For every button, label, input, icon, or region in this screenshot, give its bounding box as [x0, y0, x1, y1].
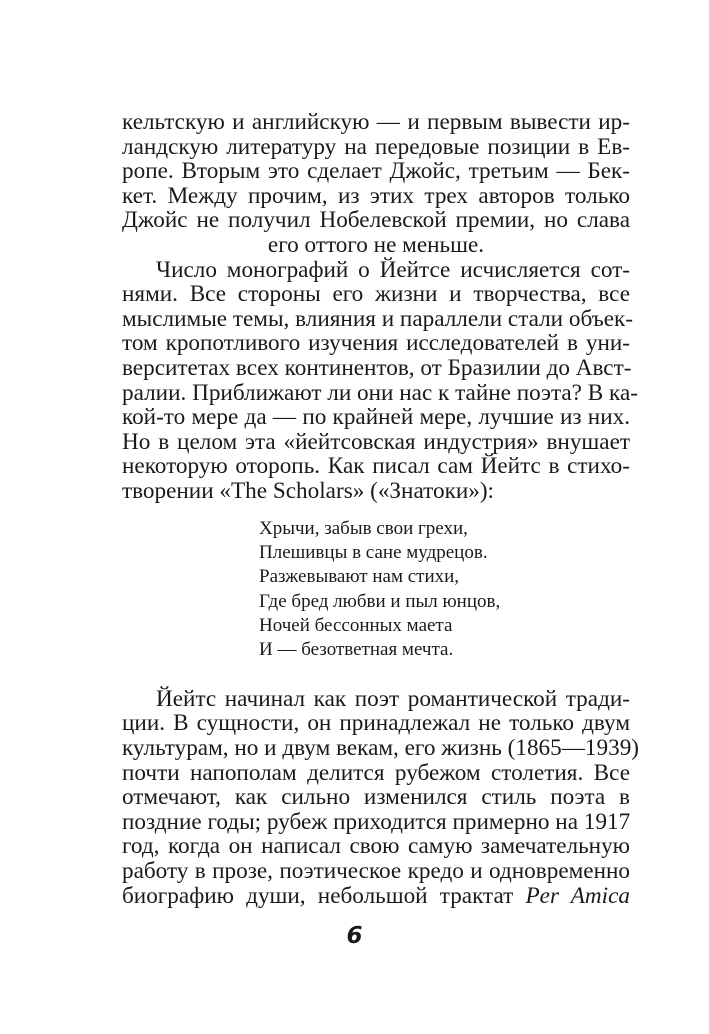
text-line: отмечают, как сильно изменился стиль поэта в: [122, 784, 630, 811]
page-number: 6: [346, 923, 363, 949]
text-segment: биографию души, небольшой трактат: [122, 882, 514, 909]
text-line: нями. Все стороны его жизни и творчества, все: [122, 281, 630, 308]
text-line: его оттого не меньше.: [267, 231, 485, 258]
text-line: работу в прозе, поэтическое кредо и одновременно: [122, 858, 630, 884]
text-line: Но в целом эта «йейтсовская индустрия» внушает: [122, 428, 630, 455]
page-body: [122, 109, 640, 909]
text-line: кельтскую и английскую — и первым вывести ир-: [122, 109, 630, 135]
verse-line: Ночей бессонных маета: [259, 615, 453, 637]
text-line: Йейтс начинал как поэт романтической тради-: [156, 685, 630, 712]
text-line: почти напополам делится рубежом столетия. Все: [122, 759, 630, 786]
verse-line: Где бред любви и пыл юнцов,: [259, 590, 501, 612]
italic-title: Per Amica: [525, 882, 630, 909]
text-line: кет. Между прочим, из этих трех авторов только: [122, 182, 630, 209]
verse-line: Плешивцы в сане мудрецов.: [259, 541, 488, 563]
text-line: Число монографий о Йейтсе исчисляется сот-: [156, 256, 630, 283]
text-line: некоторую оторопь. Как писал сам Йейтс в стихо-: [122, 453, 630, 480]
paragraph-1: [122, 110, 630, 258]
text-line: мыслимые темы, влияния и параллели стали объек-: [122, 305, 633, 332]
text-line: [122, 884, 630, 909]
text-line: ралии. Приближают ли они нас к тайне поэта? В ка-: [122, 379, 638, 406]
text-line: ропе. Вторым это сделает Джойс, третьим — Бек-: [122, 158, 630, 185]
text-line: культурам, но и двум векам, его жизнь (1865—1939): [122, 735, 640, 762]
verse-line: И — безответная мечта.: [259, 639, 454, 661]
verse-line: Разжевывают нам стихи,: [259, 566, 460, 588]
text-line: год, когда он написал свою самую замечательную: [122, 833, 630, 860]
text-line: поздние годы; рубеж приходится примерно на 1917: [122, 808, 631, 835]
text-line: творении «The Scholars» («Знатоки»):: [122, 477, 494, 504]
text-line: верситетах всех континентов, от Бразилии до Авст-: [122, 354, 632, 381]
verse-line: Хрычи, забыв свои грехи,: [259, 517, 468, 539]
verse-quote: [259, 517, 630, 663]
text-line: ции. В сущности, он принадлежал не только двум: [122, 710, 630, 737]
text-line: ландскую литературу на передовые позиции в Ев-: [122, 133, 630, 160]
paragraph-3: [122, 685, 640, 909]
text-line: Джойс не получил Нобелевской премии, но слава: [122, 207, 630, 234]
text-line: том кропотливого изучения исследователей в уни-: [122, 330, 630, 357]
paragraph-2: [122, 256, 638, 504]
text-line: кой-то мере да — по крайней мере, лучшие из них.: [122, 404, 630, 431]
